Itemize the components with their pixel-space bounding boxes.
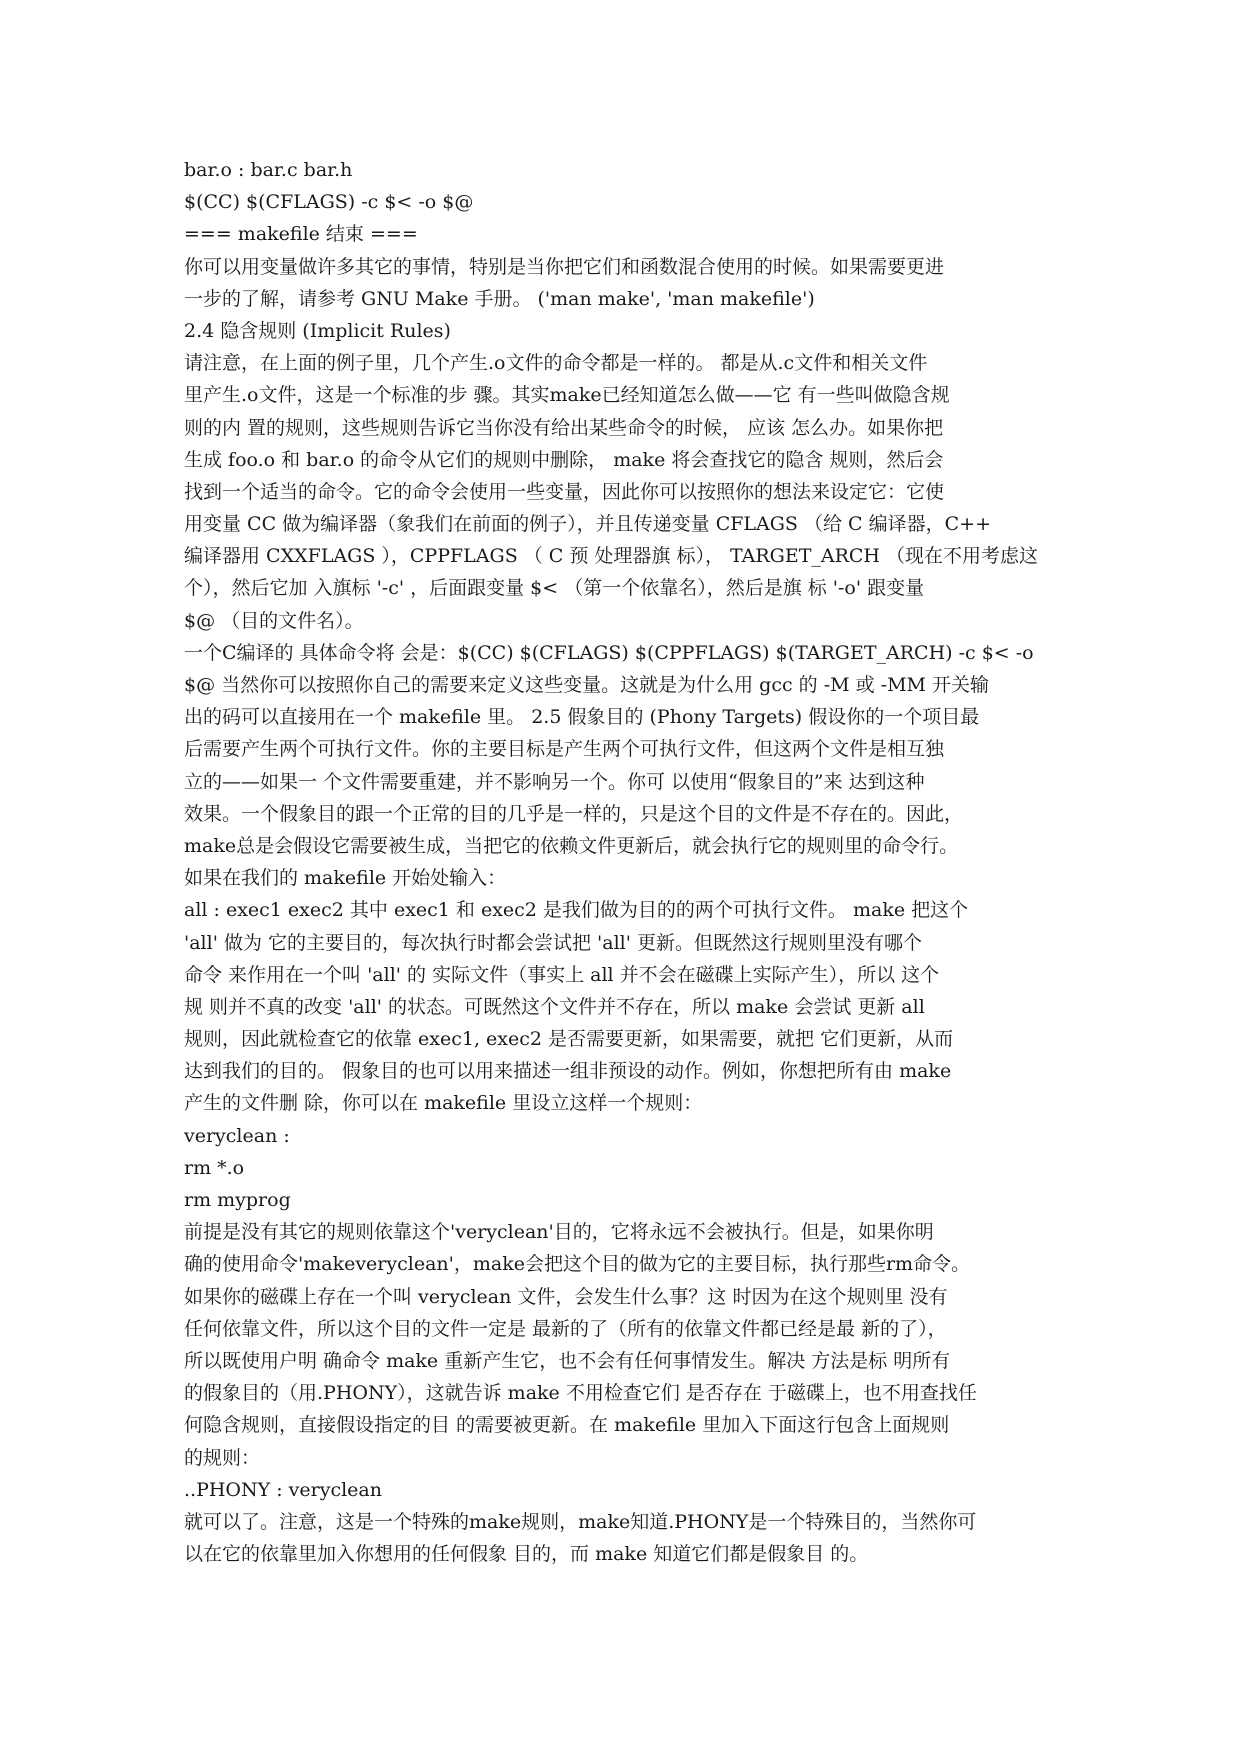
text-line: 找到一个适当的命令。它的命令会使用一些变量，因此你可以按照你的想法来设定它：它使 — [184, 480, 945, 503]
text-line: 产生的文件删 除，你可以在 makefile 里设立这样一个规则： — [184, 1092, 703, 1115]
code-line: rm *.o — [184, 1156, 245, 1179]
text-line: 的规则： — [184, 1446, 261, 1469]
text-line: 'all' 做为 它的主要目的，每次执行时都会尝试把 'all' 更新。但既然这行规则里没有哪个 — [184, 931, 923, 954]
text-line: 前提是没有其它的规则依靠这个'veryclean'目的，它将永远不会被执行。但是，如果你明 — [184, 1221, 934, 1244]
code-line: $(CC) $(CFLAGS) -c $< -o $@ — [184, 191, 474, 214]
text-line: 后需要产生两个可执行文件。你的主要目标是产生两个可执行文件，但这两个文件是相互独 — [184, 738, 945, 761]
text-line: 效果。一个假象目的跟一个正常的目的几乎是一样的，只是这个目的文件是不存在的。因此， — [184, 802, 964, 825]
section-heading: 2.4 隐含规则 (Implicit Rules) — [184, 319, 451, 342]
text-line: 如果在我们的 makefile 开始处输入： — [184, 867, 507, 890]
text-line: 编译器用 CXXFLAGS ），CPPFLAGS （ C 预 处理器旗 标）， TARGET_ARCH （现在不用考虑这 — [184, 545, 1039, 568]
text-line: 规则，因此就检查它的依靠 exec1, exec2 是否需要更新，如果需要，就把 它们更新，从而 — [184, 1028, 954, 1051]
text-line: 所以既使用户明 确命令 make 重新产生它，也不会有任何事情发生。解决 方法是标 明所有 — [184, 1349, 951, 1372]
document-page — [184, 154, 1084, 1570]
text-line: 如果你的磁碟上存在一个叫 veryclean 文件，会发生什么事？这 时因为在这个规则里 没有 — [184, 1285, 948, 1308]
text-line: 确的使用命令'makeveryclean'，make会把这个目的做为它的主要目标，执行那些rm命令。 — [184, 1253, 971, 1276]
text-line: 则的内 置的规则，这些规则告诉它当你没有给出某些命令的时候， 应该 怎么办。如果你把 — [184, 416, 944, 439]
text-line: 请注意，在上面的例子里，几个产生.o文件的命令都是一样的。 都是从.c文件和相关文件 — [184, 352, 928, 375]
text-line: 里产生.o文件，这是一个标准的步 骤。其实make已经知道怎么做——它 有一些叫做隐含规 — [184, 384, 950, 407]
text-line: 你可以用变量做许多其它的事情，特别是当你把它们和函数混合使用的时候。如果需要更进 — [184, 255, 945, 278]
text-line: 任何依靠文件，所以这个目的文件一定是 最新的了（所有的依靠文件都已经是最 新的了）， — [184, 1317, 947, 1340]
text-line: 出的码可以直接用在一个 makefile 里。 2.5 假象目的 (Phony Targets) 假设你的一个项目最 — [184, 706, 980, 729]
text-line: 的假象目的（用.PHONY），这就告诉 make 不用检查它们 是否存在 于磁碟上，也不用查找任 — [184, 1382, 977, 1405]
text-line: 一步的了解，请参考 GNU Make 手册。 ('man make', 'man makefile') — [184, 287, 815, 310]
text-line: 生成 foo.o 和 bar.o 的命令从它们的规则中删除， make 将会查找它的隐含 规则，然后会 — [184, 448, 944, 471]
text-line: 何隐含规则，直接假设指定的目 的需要被更新。在 makefile 里加入下面这行包含上面规则 — [184, 1414, 950, 1437]
text-line: $@ 当然你可以按照你自己的需要来定义这些变量。这就是为什么用 gcc 的 -M 或 -MM 开关输 — [184, 674, 990, 696]
text-line: 规 则并不真的改变 'all' 的状态。可既然这个文件并不存在，所以 make 会尝试 更新 all — [184, 995, 925, 1018]
text-line: 立的——如果一 个文件需要重建，并不影响另一个。你可 以使用“假象目的”来 达到这种 — [184, 770, 925, 793]
code-line: veryclean : — [184, 1124, 290, 1147]
text-line: 个），然后它加 入旗标 '-c' ，后面跟变量 $< （第一个依靠名），然后是旗 标 '-o' 跟变量 — [184, 577, 925, 600]
text-line: 达到我们的目的。 假象目的也可以用来描述一组非预设的动作。例如，你想把所有由 make — [184, 1060, 952, 1083]
text-line: 以在它的依靠里加入你想用的任何假象 目的，而 make 知道它们都是假象目 的。 — [184, 1543, 869, 1566]
text-line: make总是会假设它需要被生成，当把它的依赖文件更新后，就会执行它的规则里的命令行。 — [184, 834, 959, 857]
text-line: 就可以了。注意，这是一个特殊的make规则，make知道.PHONY是一个特殊目的，当然你可 — [184, 1510, 977, 1533]
text-line: 用变量 CC 做为编译器（象我们在前面的例子），并且传递变量 CFLAGS （给 C 编译器，C++ — [184, 513, 991, 536]
code-line: === makefile 结束 === — [184, 223, 418, 246]
text-line: all : exec1 exec2 其中 exec1 和 exec2 是我们做为目的的两个可执行文件。 make 把这个 — [184, 899, 969, 922]
code-line: rm myprog — [184, 1189, 291, 1211]
code-line: bar.o : bar.c bar.h — [184, 159, 353, 181]
text-line: 一个C编译的 具体命令将 会是：$(CC) $(CFLAGS) $(CPPFLAGS) $(TARGET_ARCH) -c $< -o — [184, 641, 1034, 664]
code-line: ..PHONY : veryclean — [184, 1478, 382, 1501]
text-line: 命令 来作用在一个叫 'all' 的 实际文件（事实上 all 并不会在磁碟上实际产生），所以 这个 — [184, 963, 940, 986]
text-line: $@ （目的文件名）。 — [184, 609, 364, 632]
